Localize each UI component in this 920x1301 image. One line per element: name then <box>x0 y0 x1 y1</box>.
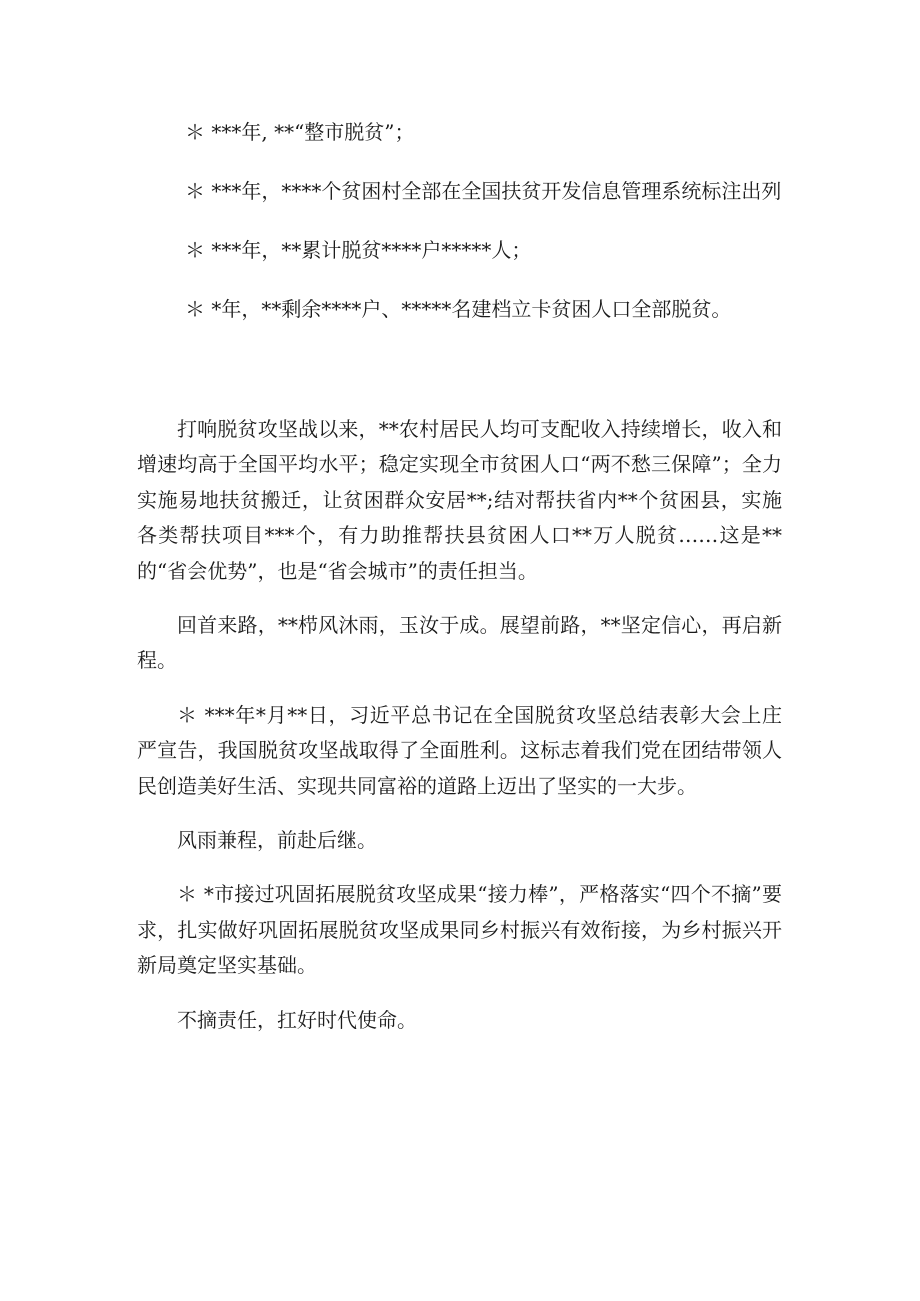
paragraph: 不摘责任，扛好时代使命。 <box>177 1007 417 1032</box>
bullet-item: ＊ ***年，**累计脱贫****户*****人； <box>185 238 532 262</box>
bullet-list <box>185 118 805 354</box>
paragraph: 打响脱贫攻坚战以来，**农村居民人均可支配收入持续增长，收入和增速均高于全国平均水平；稳定实现全市贫困人口“两不愁三保障”；全力实施易地扶贫搬迁，让贫困群众安居**;结对帮扶省内**个贫困县，实施各类帮扶项目***个，有力助推帮扶县贫困人口**万人脱贫……这是**的“省会优势”，也是“省会城市”的责任担当。 <box>137 417 782 583</box>
paragraph: 回首来路，**栉风沐雨，玉汝于成。展望前路，**坚定信心，再启新程。 <box>137 613 782 673</box>
body-text <box>137 412 782 1057</box>
bullet-item: ＊ *年，**剩余****户、*****名建档立卡贫困人口全部脱贫。 <box>185 297 732 321</box>
bullet-item: ＊ ***年，****个贫困村全部在全国扶贫开发信息管理系统标注出列 <box>185 179 782 203</box>
paragraph: ＊ *市接过巩固拓展脱贫攻坚成果“接力棒”，严格落实“四个不摘”要求，扎实做好巩固拓展脱贫攻坚成果同乡村振兴有效衔接，为乡村振兴开新局奠定坚实基础。 <box>137 882 782 978</box>
bullet-item: ＊ ***年, **“整市脱贫”； <box>185 120 415 144</box>
paragraph: ＊ ***年*月**日，习近平总书记在全国脱贫攻坚总结表彰大会上庄严宣告，我国脱贫攻坚战取得了全面胜利。这标志着我们党在团结带领人民创造美好生活、实现共同富裕的道路上迈出了坚实的一大步。 <box>137 702 782 798</box>
paragraph: 风雨兼程，前赴后继。 <box>177 828 377 853</box>
